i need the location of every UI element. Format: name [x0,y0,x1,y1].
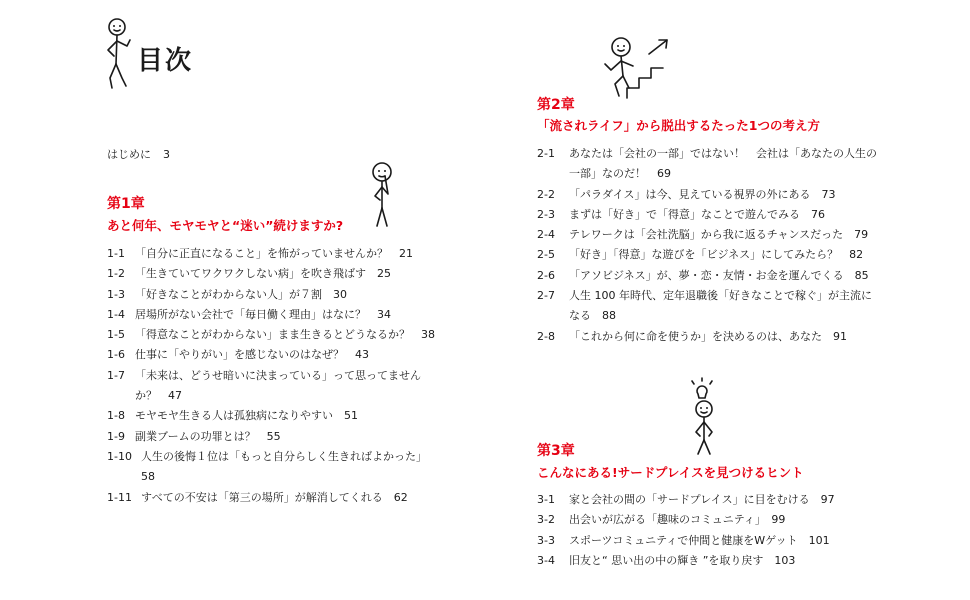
entry-text: 人生の後悔１位は「もっと自分らしく生きればよかった」 58 [141,449,433,484]
entry-number: 3-3 [537,533,555,547]
entry-text: 「好き」「得意」な遊びを「ビジネス」にしてみたら？ 82 [569,248,864,262]
chapter-3-title: こんなにある!サードプレイスを見つけるヒント [537,465,804,480]
toc-entry-2-3[interactable] [537,205,882,225]
entry-number: 2-1 [537,147,555,160]
toc-entry-1-6[interactable] [107,345,442,365]
toc-entry-1-9[interactable] [107,427,442,447]
entry-text: 人生 100 年時代、定年退職後「好きなことで稼ぐ」が主流になる 88 [569,289,872,323]
toc-entry-2-7[interactable] [537,286,882,327]
toc-entry-1-11[interactable] [107,488,442,508]
entry-text: あなたは「会社の一部」ではない！ 会社は「あなたの人生の一部」なのだ！ 69 [569,147,877,181]
entry-text: 「自分に正直になること」を怖がっていませんか？ 21 [135,247,413,260]
toc-entry-3-3[interactable] [537,531,882,551]
entry-number: 2-7 [537,289,555,303]
toc-entry-2-8[interactable] [537,327,882,347]
entry-text: 「パラダイス」は今、見えている視界の外にある 73 [569,187,836,201]
chapter-3-label: 第3章 [537,443,575,459]
toc-entry-2-4[interactable] [537,225,882,245]
entry-number: 1-9 [107,429,125,443]
entry-number: 1-5 [107,328,125,342]
entry-text: 仕事に「やりがい」を感じないのはなぜ？ 43 [135,348,369,362]
toc-entry-1-3[interactable] [107,285,442,305]
entry-text: 「これから何に命を使うか」を決めるのは、あなた 91 [569,329,847,343]
entry-number: 1-1 [107,247,125,260]
entry-text: 旧友と“ 思い出の中の輝き ”を取り戻す 103 [569,553,796,567]
toc-entry-3-4[interactable] [537,551,882,571]
entry-number: 1-10 [107,449,132,463]
entry-text: 「アソビジネス」が、夢・恋・友情・お金を運んでくる 85 [569,268,869,282]
toc-entry-2-1[interactable] [537,144,882,185]
entry-number: 1-3 [107,287,125,301]
toc-entry-1-4[interactable] [107,305,442,325]
thinking-stick-figure-icon [368,160,398,234]
entry-number: 2-4 [537,228,555,242]
entry-text: 「好きなことがわからない人」が７割 30 [135,287,347,301]
toc-entry-2-6[interactable] [537,266,882,286]
entry-text: 「生きていてワクワクしない病」を吹き飛ばす 25 [135,267,391,281]
chapter-3-entries [537,490,882,571]
entry-text: 「得意なことがわからない」まま生きるとどうなるか？ 38 [135,328,435,342]
lightbulb-idea-stick-figure-icon [682,378,726,458]
entry-number: 1-11 [107,490,132,504]
entry-text: テレワークは「会社洗脳」から我に返るチャンスだった 79 [569,228,869,242]
toc-entry-1-7[interactable] [107,366,442,407]
entry-text: 居場所がない会社で「毎日働く理由」はなに？ 34 [135,307,391,321]
toc-entry-2-2[interactable] [537,185,882,205]
stairs-climbing-stick-figure-icon [597,34,673,102]
intro-text: はじめに [107,148,151,161]
chapter-2-label: 第2章 [537,97,575,113]
toc-entry-1-1[interactable] [107,244,442,264]
entry-text: スポーツコミュニティで仲間と健康をWゲット 101 [569,533,830,547]
intro-entry [107,146,170,162]
chapter-1-title: あと何年、モヤモヤと“迷い”続けますか? [107,218,344,233]
entry-text: 副業ブームの功罪とは？ 55 [135,429,281,443]
toc-title: 目次 [137,46,194,76]
entry-number: 3-2 [537,513,555,527]
intro-page: 3 [163,148,170,161]
chapter-1-label: 第1章 [107,196,145,212]
entry-text: 家と会社の間の「サードプレイス」に目をむける 97 [569,493,835,506]
chapter-1-entries [107,244,442,508]
entry-number: 2-3 [537,207,555,221]
chapter-2-entries [537,144,882,347]
entry-number: 2-5 [537,248,555,262]
entry-number: 1-7 [107,368,125,382]
entry-number: 2-2 [537,187,555,201]
entry-number: 3-4 [537,553,555,567]
entry-text: 「未来は、どうせ暗いに決まっている」って思ってませんか？ 47 [135,368,421,403]
toc-entry-1-2[interactable] [107,264,442,284]
chapter-2-title: 「流されライフ」から脱出するたった1つの考え方 [537,118,820,133]
entry-number: 1-6 [107,348,125,362]
toc-entry-1-5[interactable] [107,325,442,345]
entry-text: モヤモヤ生きる人は孤独病になりやすい 51 [135,409,358,423]
entry-number: 1-4 [107,307,125,321]
toc-entry-1-10[interactable] [107,447,442,488]
entry-text: 出会いが広がる「趣味のコミュニティ」 99 [569,513,786,527]
toc-entry-1-8[interactable] [107,406,442,426]
entry-number: 2-8 [537,329,555,343]
toc-entry-3-1[interactable] [537,490,882,510]
toc-entry-2-5[interactable] [537,245,882,265]
title-stick-figure-icon [100,16,136,94]
entry-text: すべての不安は「第三の場所」が解消してくれる 62 [141,490,408,504]
toc-entry-3-2[interactable] [537,510,882,530]
entry-number: 1-8 [107,409,125,423]
entry-text: まずは「好き」で「得意」なことで遊んでみる 76 [569,207,825,221]
entry-number: 1-2 [107,267,125,281]
entry-number: 3-1 [537,493,555,506]
entry-number: 2-6 [537,268,555,282]
